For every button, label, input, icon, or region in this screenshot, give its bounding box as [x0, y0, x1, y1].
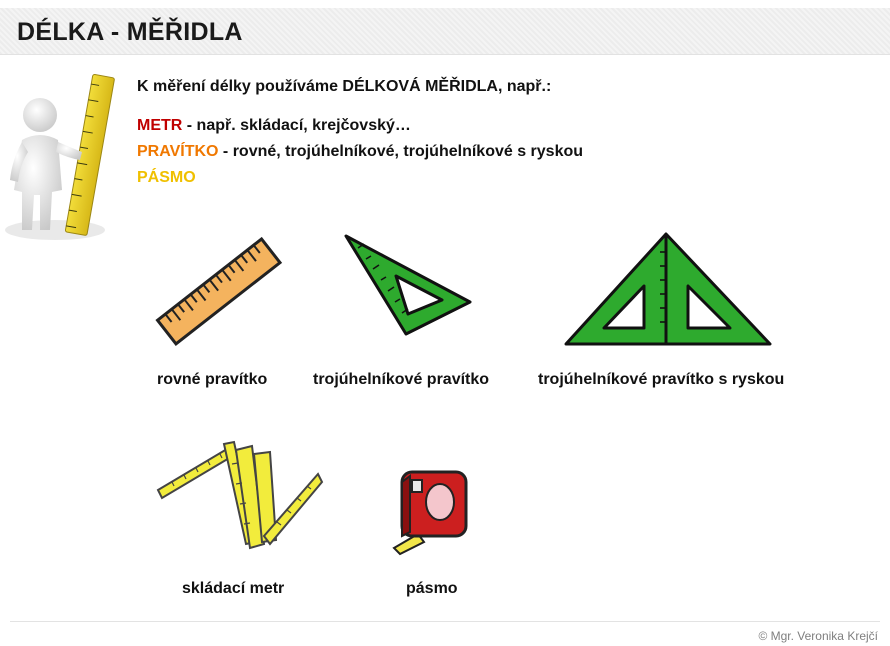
straight-ruler-image — [150, 228, 290, 358]
tape-measure-image — [388, 462, 472, 558]
caption-triangle-ruler-with-line: trojúhelníkové pravítko s ryskou — [538, 371, 785, 388]
triangle-ruler-with-line-image — [562, 230, 774, 350]
term-pasmo: PÁSMO — [137, 169, 196, 186]
person-with-ruler-illustration — [0, 70, 125, 255]
list-item-pasmo — [137, 169, 196, 187]
caption-triangle-ruler: trojúhelníkové pravítko — [313, 371, 490, 388]
list-item-metr — [137, 117, 411, 135]
caption-tape-measure: pásmo — [406, 580, 458, 597]
term-pravitko: PRAVÍTKO — [137, 143, 219, 160]
footer-divider — [10, 621, 880, 622]
page-title: DÉLKA - MĚŘIDLA — [17, 18, 243, 46]
footer-credit: © Mgr. Veronika Krejčí — [758, 629, 878, 643]
caption-straight-ruler: rovné pravítko — [157, 371, 268, 388]
triangle-ruler-image — [340, 232, 476, 338]
term-metr-desc: - např. skládací, krejčovský… — [182, 117, 411, 134]
title-bar — [0, 8, 890, 55]
caption-folding-meter: skládací metr — [182, 580, 285, 597]
folding-meter-image — [152, 436, 324, 552]
term-pravitko-desc: - rovné, trojúhelníkové, trojúhelníkové s ryskou — [218, 143, 584, 160]
term-metr: METR — [137, 117, 183, 134]
intro-text: K měření délky používáme DÉLKOVÁ MĚŘIDLA, např.: — [137, 78, 552, 95]
list-item-pravitko — [137, 143, 583, 161]
